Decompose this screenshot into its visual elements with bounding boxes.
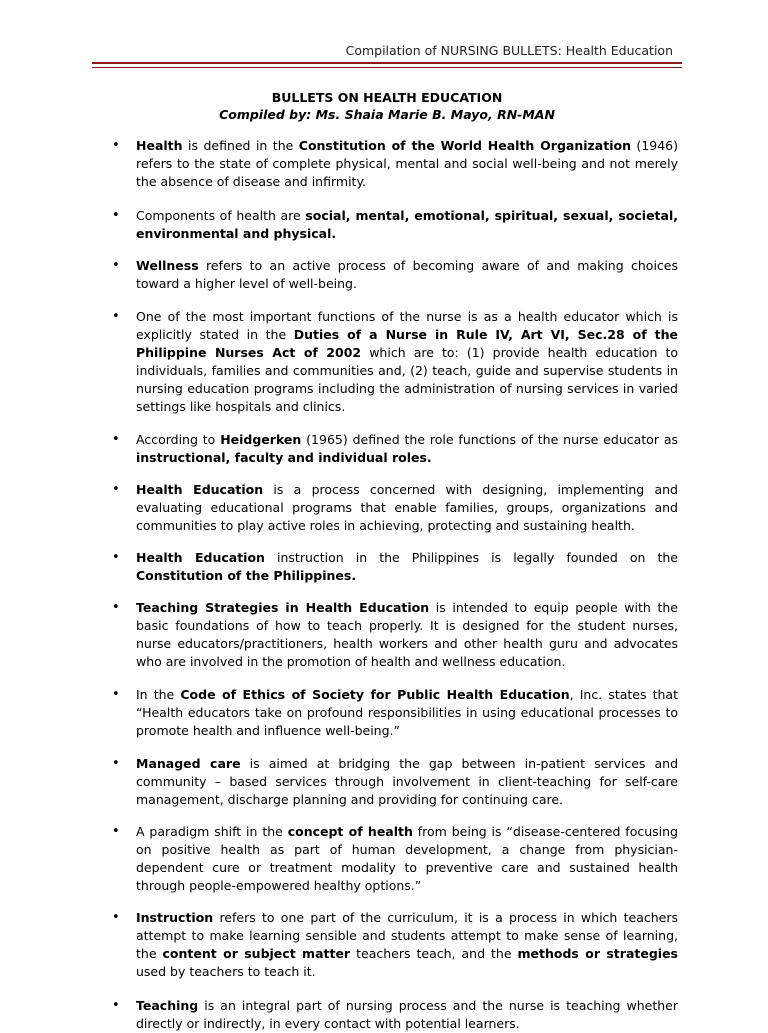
bullet-text: In the bbox=[136, 687, 181, 702]
bullet-text: refers to an active process of becoming aware of and making choices toward a higher level of well-being. bbox=[136, 258, 678, 291]
bullet-text: , Inc. states that “Health educators take on profound responsibilities in using educational processes to promote health and influence well-being.” bbox=[136, 687, 678, 738]
bullet-text: One of the most important functions of the nurse is as a health educator which is explicitly stated in the bbox=[136, 309, 678, 342]
bullet-text: teachers teach, and the bbox=[350, 946, 518, 961]
running-header: Compilation of NURSING BULLETS: Health Education bbox=[345, 43, 673, 58]
bold-term: Health Education bbox=[136, 550, 265, 565]
bullet-item bbox=[110, 137, 678, 191]
bullet-text: is an integral part of nursing process and the nurse is teaching whether directly or indirectly, in every contact with potential learners. bbox=[136, 998, 678, 1031]
document-title: BULLETS ON HEALTH EDUCATION bbox=[271, 90, 503, 105]
bullet-text: from being is “disease-centered focusing on positive health as part of human development, a change from physician-dependent cure or treatment modality to preventive care and sustained health through people-empowered healthy options.” bbox=[136, 824, 678, 893]
bullet-text: is intended to equip people with the basic foundations of how to teach properly. It is designed for the student nurses, nurse educators/practitioners, health workers and other health guru and advocates who are involved in the promotion of health and wellness education. bbox=[136, 600, 678, 669]
bullet-text: Components of health are bbox=[136, 208, 306, 223]
bullet-item bbox=[110, 207, 678, 243]
bullet-item bbox=[110, 308, 678, 416]
bold-term: Constitution of the World Health Organization bbox=[298, 138, 631, 153]
bullet-item bbox=[110, 997, 678, 1033]
bullet-text: instruction in the Philippines is legally founded on the bbox=[264, 550, 678, 565]
bullet-item bbox=[110, 599, 678, 671]
bullet-text: is a process concerned with designing, implementing and evaluating educational programs that enable families, groups, organizations and communities to play active roles in achieving, protecting and sustaining health. bbox=[136, 482, 678, 533]
bold-term: Health Education bbox=[136, 482, 264, 497]
bold-term: Health bbox=[136, 138, 183, 153]
bold-term: methods or strategies bbox=[517, 946, 678, 961]
bullet-item bbox=[110, 431, 678, 467]
bold-term: Duties of a Nurse in Rule IV, Art VI, Sec.28 of the Philippine Nurses Act of 2002 bbox=[136, 327, 678, 360]
bullet-item bbox=[110, 823, 678, 895]
bold-term: Wellness bbox=[136, 258, 199, 273]
bullet-item bbox=[110, 549, 678, 585]
bullet-item bbox=[110, 686, 678, 740]
bold-term: Teaching Strategies in Health Education bbox=[136, 600, 430, 615]
bullet-text: which are to: (1) provide health education to individuals, families and communities and, (2) teach, guide and supervise students in nursing education programs including the administration of nursing services in varied settings like hospitals and clinics. bbox=[136, 345, 679, 414]
bullet-text: refers to one part of the curriculum, it is a process in which teachers attempt to make learning sensible and students attempt to make sense of learning, the bbox=[136, 910, 678, 961]
bullet-text: A paradigm shift in the bbox=[136, 824, 288, 839]
header-rule-thin bbox=[92, 67, 682, 68]
bullet-item bbox=[110, 909, 678, 981]
bullet-text: According to bbox=[136, 432, 221, 447]
bullet-item bbox=[110, 481, 678, 535]
bold-term: Heidgerken bbox=[220, 432, 302, 447]
document-subtitle: Compiled by: Ms. Shaia Marie B. Mayo, RN-MAN bbox=[219, 107, 555, 122]
bold-term: concept of health bbox=[287, 824, 413, 839]
bold-term: Constitution of the Philippines. bbox=[136, 568, 357, 583]
bold-term: instructional, faculty and individual roles. bbox=[136, 450, 432, 465]
bold-term: content or subject matter bbox=[162, 946, 351, 961]
bold-term: Managed care bbox=[136, 756, 241, 771]
bullet-text: is aimed at bridging the gap between in-patient services and community – based services through involvement in client-teaching for self-care management, discharge planning and providing for continuing care. bbox=[136, 756, 679, 807]
bullet-text: (1946) refers to the state of complete physical, mental and social well-being and not merely the absence of disease and infirmity. bbox=[136, 138, 678, 189]
bullet-item bbox=[110, 755, 678, 809]
header-rule-thick bbox=[92, 62, 682, 64]
bullet-text: used by teachers to teach it. bbox=[136, 964, 316, 979]
bold-term: social, mental, emotional, spiritual, sexual, societal, environmental and physical. bbox=[136, 208, 678, 241]
bold-term: Teaching bbox=[136, 998, 199, 1013]
bold-term: Instruction bbox=[136, 910, 214, 925]
bullet-text: (1965) defined the role functions of the nurse educator as bbox=[301, 432, 678, 447]
bold-term: Code of Ethics of Society for Public Health Education bbox=[180, 687, 570, 702]
bullet-text: is defined in the bbox=[182, 138, 299, 153]
bullet-item bbox=[110, 257, 678, 293]
